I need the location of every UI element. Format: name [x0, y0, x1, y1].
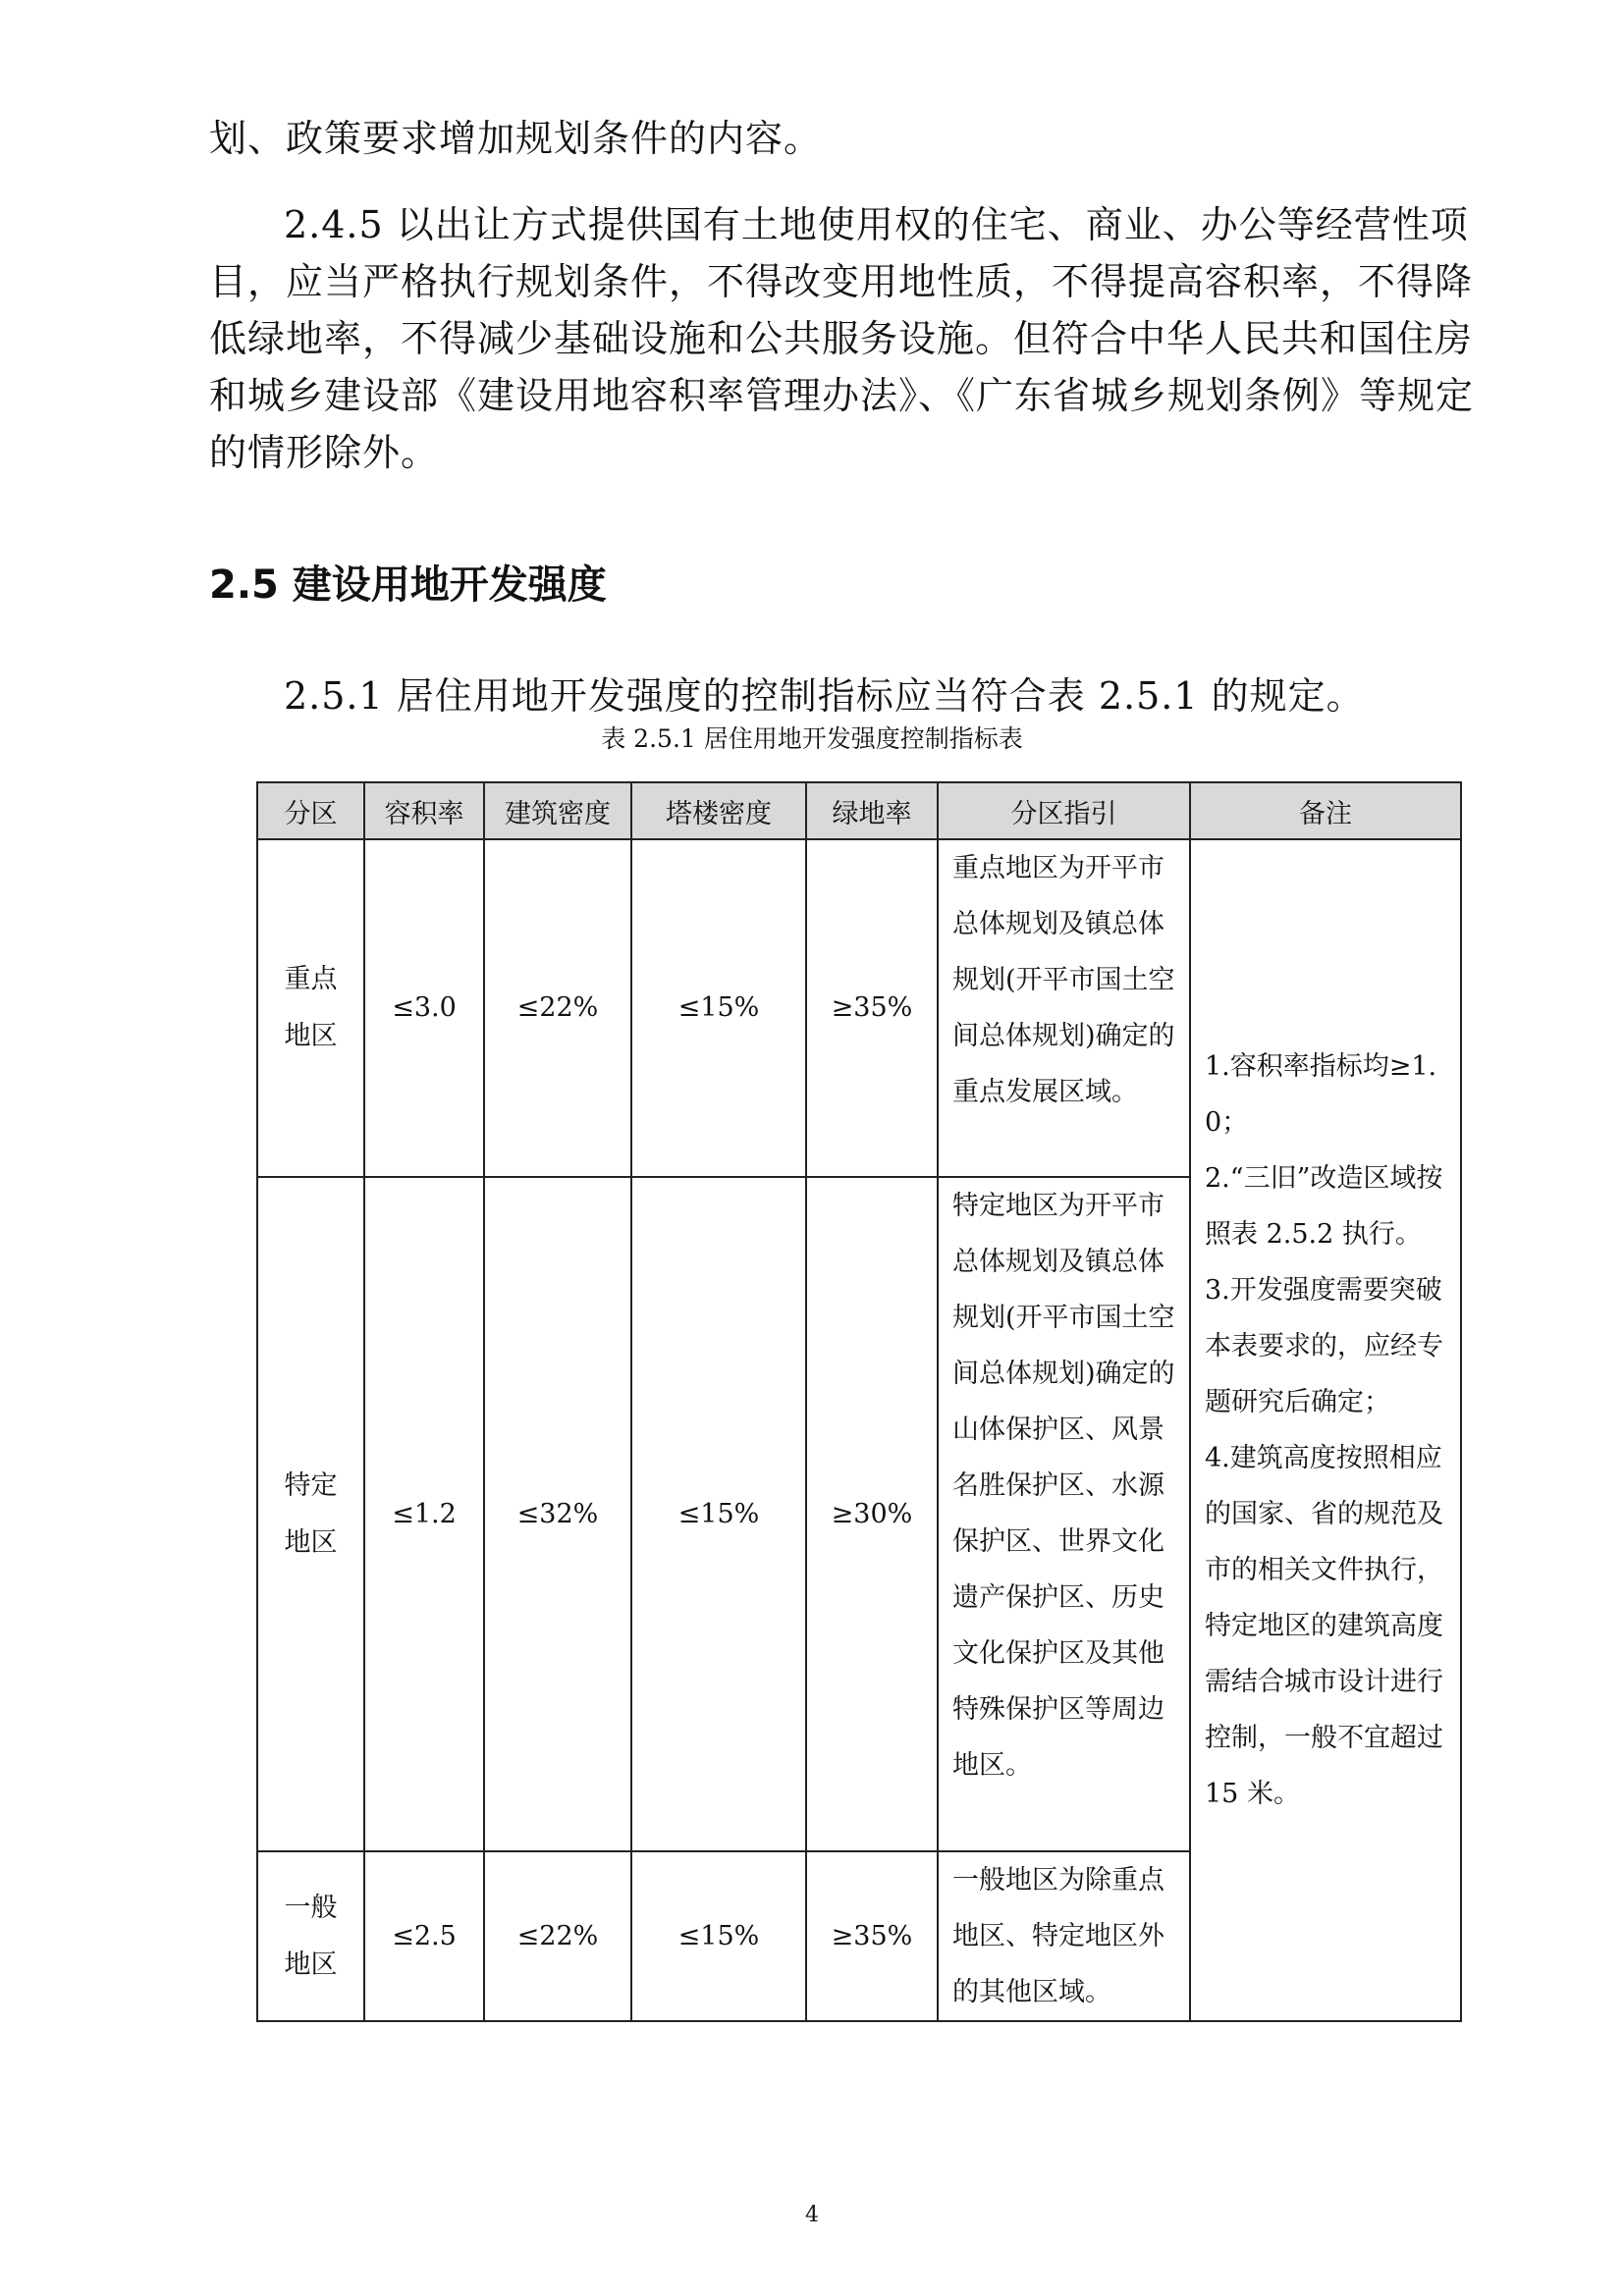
green-ratio-cell: ≥35%	[806, 839, 938, 1177]
header-zone-guide: 分区指引	[938, 782, 1190, 839]
header-building-density: 建筑密度	[484, 782, 631, 839]
tower-density-cell: ≤15%	[631, 839, 806, 1177]
paragraph-2-4-5: 2.4.5 以出让方式提供国有土地使用权的住宅、商业、办公等经营性项目，应当严格执行规划条件，不得改变用地性质，不得提高容积率，不得降低绿地率，不得减少基础设施和公共服务设施。但符合中华人民共和国住房和城乡建设部《建设用地容积率管理办法》、《广东省城乡规划条例》等规定的情形除外。	[209, 203, 1475, 474]
zone-name: 一般地区	[284, 1892, 338, 1980]
page-number: 4	[805, 2203, 819, 2227]
building-density-cell: ≤22%	[484, 1851, 631, 2021]
paragraph-2-5-1: 2.5.1 居住用地开发强度的控制指标应当符合表 2.5.1 的规定。	[284, 674, 1365, 718]
zone-name: 特定地区	[284, 1469, 338, 1558]
paragraph-continuation: 划、政策要求增加规划条件的内容。	[209, 117, 823, 160]
header-far: 容积率	[364, 782, 484, 839]
note-item: 4.建筑高度按照相应的国家、省的规范及市的相关文件执行，特定地区的建筑高度需结合城市设计进行控制，一般不宜超过 15 米。	[1205, 1443, 1443, 1809]
far-cell: ≤1.2	[364, 1177, 484, 1851]
note-item: 2.“三旧”改造区域按照表 2.5.2 执行。	[1205, 1163, 1443, 1250]
zone-cell	[257, 1177, 364, 1851]
zone-guide-cell: 特定地区为开平市总体规划及镇总体规划(开平市国土空间总体规划)确定的山体保护区、风景名胜保护区、水源保护区、世界文化遗产保护区、历史文化保护区及其他特殊保护区等周边地区。	[938, 1177, 1190, 1851]
header-notes: 备注	[1190, 782, 1461, 839]
header-green-ratio: 绿地率	[806, 782, 938, 839]
building-density-cell: ≤22%	[484, 839, 631, 1177]
header-zone: 分区	[257, 782, 364, 839]
zone-cell	[257, 839, 364, 1177]
building-density-cell: ≤32%	[484, 1177, 631, 1851]
table-row	[257, 839, 1461, 1177]
tower-density-cell: ≤15%	[631, 1177, 806, 1851]
green-ratio-cell: ≥30%	[806, 1177, 938, 1851]
green-ratio-cell: ≥35%	[806, 1851, 938, 2021]
table-header-row	[257, 782, 1461, 839]
zone-guide-cell: 重点地区为开平市总体规划及镇总体规划(开平市国土空间总体规划)确定的重点发展区域。	[938, 839, 1190, 1177]
note-item: 1.容积率指标均≥1.0；	[1205, 1051, 1437, 1138]
zone-cell	[257, 1851, 364, 2021]
table-caption: 表 2.5.1 居住用地开发强度控制指标表	[601, 724, 1023, 753]
zone-name: 重点地区	[284, 964, 338, 1051]
far-cell: ≤3.0	[364, 839, 484, 1177]
tower-density-cell: ≤15%	[631, 1851, 806, 2021]
residential-intensity-table	[256, 781, 1462, 2022]
note-item: 3.开发强度需要突破本表要求的，应经专题研究后确定；	[1205, 1275, 1443, 1417]
zone-guide-cell: 一般地区为除重点地区、特定地区外的其他区域。	[938, 1851, 1190, 2021]
header-tower-density: 塔楼密度	[631, 782, 806, 839]
notes-cell	[1190, 839, 1461, 2021]
section-heading-2-5: 2.5 建设用地开发强度	[209, 562, 607, 608]
far-cell: ≤2.5	[364, 1851, 484, 2021]
